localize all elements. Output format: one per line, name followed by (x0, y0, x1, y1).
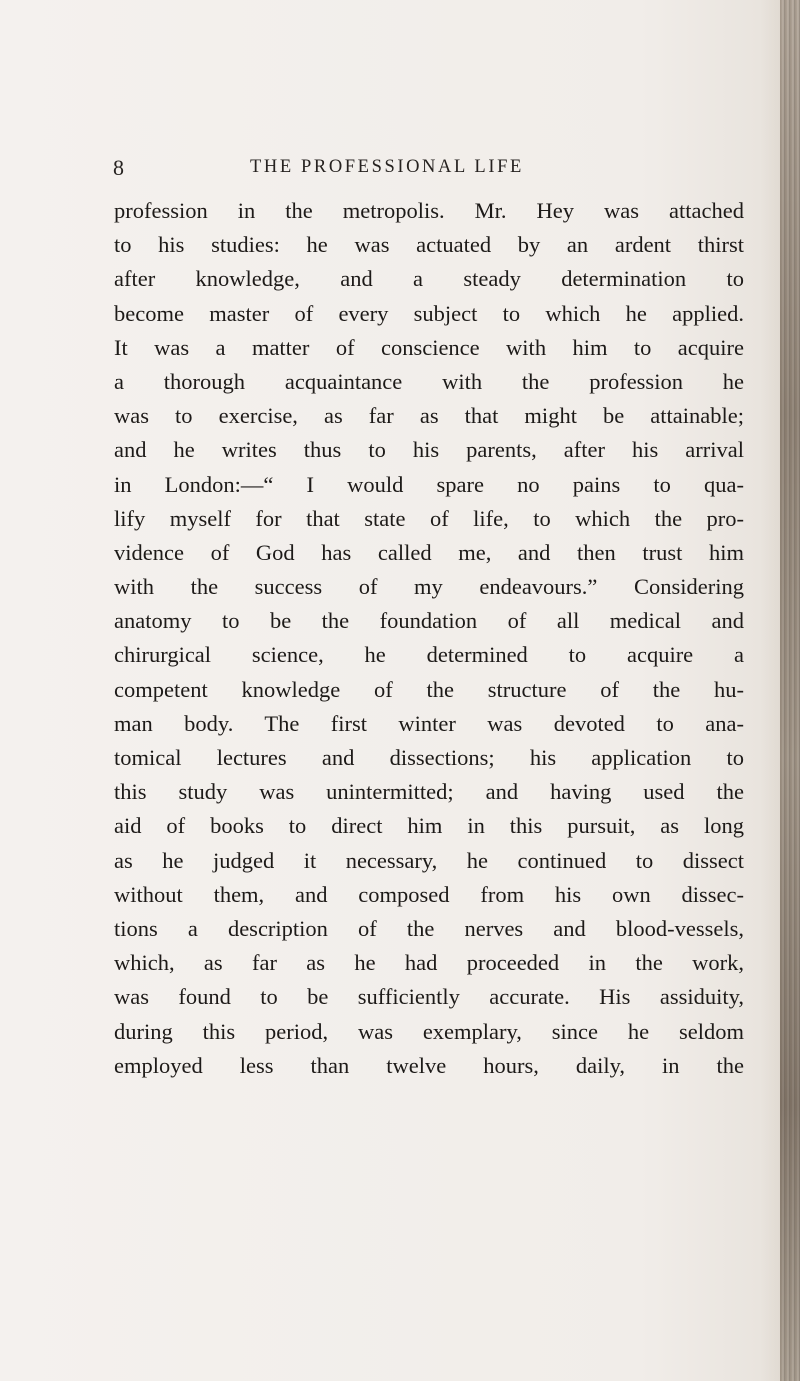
text-line: It was a matter of conscience with him to acquire (114, 334, 744, 360)
text-line: man body. The first winter was devoted to ana- (114, 710, 744, 736)
text-line: competent knowledge of the structure of the hu- (114, 676, 744, 702)
text-line: profession in the metropolis. Mr. Hey was attached (114, 198, 744, 223)
text-line: with the success of my endeavours.” Considering (114, 574, 744, 600)
text-line: was to exercise, as far as that might be attainable; (114, 403, 744, 429)
text-line: anatomy to be the foundation of all medical and (114, 608, 744, 634)
text-line: during this period, was exemplary, since he seldom (114, 1018, 744, 1044)
text-line: was found to be sufficiently accurate. His assiduity, (114, 984, 744, 1010)
text-line: without them, and composed from his own dissec- (114, 881, 744, 907)
text-line: aid of books to direct him in this pursuit, as long (114, 813, 744, 839)
text-line: after knowledge, and a steady determination to (114, 266, 744, 292)
text-line: lify myself for that state of life, to which the pro- (114, 505, 744, 531)
body-text (114, 194, 744, 1083)
text-line: to his studies: he was actuated by an ardent thirst (114, 232, 744, 258)
text-line: chirurgical science, he determined to acquire a (114, 642, 744, 668)
text-line: this study was unintermitted; and having used the (114, 779, 744, 805)
text-line: in London:—“ I would spare no pains to qua- (114, 471, 744, 497)
text-line: tomical lectures and dissections; his application to (114, 745, 744, 770)
text-line: as he judged it necessary, he continued to dissect (114, 847, 744, 873)
text-line: a thorough acquaintance with the profession he (114, 368, 744, 394)
text-line: become master of every subject to which he applied. (114, 300, 744, 326)
text-line: and he writes thus to his parents, after his arrival (114, 437, 744, 463)
text-line: which, as far as he had proceeded in the work, (114, 950, 744, 976)
page-edge (780, 0, 800, 1381)
running-head: THE PROFESSIONAL LIFE (250, 157, 524, 177)
text-line: vidence of God has called me, and then trust him (114, 539, 744, 565)
page-number: 8 (113, 155, 125, 180)
text-line: tions a description of the nerves and blood-vessels, (114, 915, 744, 941)
text-line: employed less than twelve hours, daily, in the (114, 1052, 744, 1078)
